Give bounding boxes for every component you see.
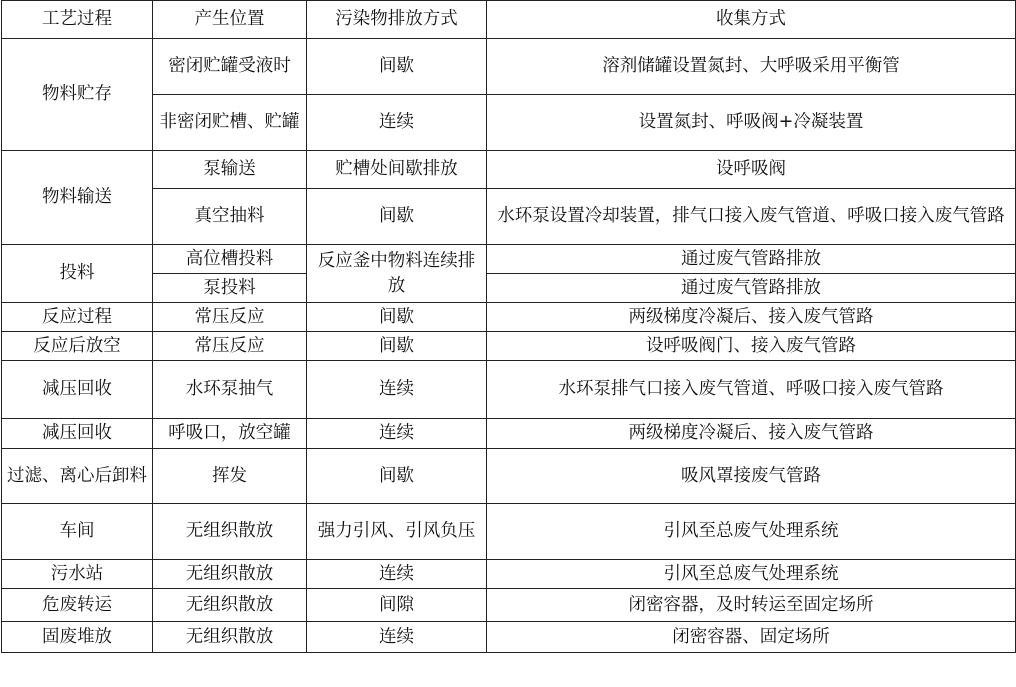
location-cell: 挥发 [153, 449, 307, 504]
process-cell: 物料输送 [2, 151, 153, 245]
process-cell: 固废堆放 [2, 622, 153, 653]
location-cell: 泵输送 [153, 151, 307, 189]
table-row [2, 589, 1016, 622]
collection-cell: 引风至总废气处理系统 [487, 560, 1016, 589]
table-row [2, 560, 1016, 589]
collection-cell: 设置氮封、呼吸阀+冷凝装置 [487, 95, 1016, 151]
table-row [2, 504, 1016, 560]
emission-table [1, 0, 1016, 653]
location-cell: 真空抽料 [153, 189, 307, 245]
process-cell: 车间 [2, 504, 153, 560]
discharge-cell: 间歇 [307, 332, 487, 361]
location-cell: 常压反应 [153, 303, 307, 332]
table-row [2, 189, 1016, 245]
discharge-cell: 连续 [307, 419, 487, 449]
collection-cell: 通过废气管路排放 [487, 245, 1016, 274]
location-cell: 无组织散放 [153, 589, 307, 622]
collection-cell: 水环泵排气口接入废气管道、呼吸口接入废气管路 [487, 361, 1016, 419]
collection-cell: 水环泵设置冷却装置，排气口接入废气管道、呼吸口接入废气管路 [487, 189, 1016, 245]
table-row [2, 39, 1016, 95]
location-cell: 非密闭贮槽、贮罐 [153, 95, 307, 151]
collection-cell: 溶剂储罐设置氮封、大呼吸采用平衡管 [487, 39, 1016, 95]
process-cell: 反应后放空 [2, 332, 153, 361]
table-row [2, 622, 1016, 653]
table-row [2, 274, 1016, 303]
collection-cell: 两级梯度冷凝后、接入废气管路 [487, 419, 1016, 449]
discharge-cell: 连续 [307, 622, 487, 653]
collection-cell: 吸风罩接废气管路 [487, 449, 1016, 504]
collection-cell: 引风至总废气处理系统 [487, 504, 1016, 560]
header-location: 产生位置 [153, 1, 307, 39]
table-row [2, 449, 1016, 504]
discharge-cell: 间歇 [307, 449, 487, 504]
location-cell: 高位槽投料 [153, 245, 307, 274]
process-cell: 污水站 [2, 560, 153, 589]
collection-cell: 设呼吸阀 [487, 151, 1016, 189]
location-cell: 水环泵抽气 [153, 361, 307, 419]
location-cell: 密闭贮罐受液时 [153, 39, 307, 95]
discharge-cell: 反应釜中物料连续排放 [307, 245, 487, 303]
discharge-cell: 连续 [307, 361, 487, 419]
collection-cell: 通过废气管路排放 [487, 274, 1016, 303]
discharge-cell: 强力引风、引风负压 [307, 504, 487, 560]
location-cell: 呼吸口，放空罐 [153, 419, 307, 449]
location-cell: 常压反应 [153, 332, 307, 361]
process-cell: 减压回收 [2, 361, 153, 419]
discharge-cell: 间歇 [307, 39, 487, 95]
header-process: 工艺过程 [2, 1, 153, 39]
location-cell: 无组织散放 [153, 622, 307, 653]
discharge-cell: 连续 [307, 560, 487, 589]
process-cell: 投料 [2, 245, 153, 303]
collection-cell: 两级梯度冷凝后、接入废气管路 [487, 303, 1016, 332]
discharge-cell: 间隙 [307, 589, 487, 622]
process-cell: 过滤、离心后卸料 [2, 449, 153, 504]
discharge-cell: 间歇 [307, 189, 487, 245]
discharge-cell: 间歇 [307, 303, 487, 332]
collection-cell: 闭密容器，及时转运至固定场所 [487, 589, 1016, 622]
process-cell: 反应过程 [2, 303, 153, 332]
process-cell: 减压回收 [2, 419, 153, 449]
process-cell: 物料贮存 [2, 39, 153, 151]
collection-cell: 闭密容器、固定场所 [487, 622, 1016, 653]
table-row [2, 95, 1016, 151]
location-cell: 无组织散放 [153, 560, 307, 589]
table-row [2, 419, 1016, 449]
collection-cell: 设呼吸阀门、接入废气管路 [487, 332, 1016, 361]
table-row [2, 151, 1016, 189]
location-cell: 无组织散放 [153, 504, 307, 560]
header-collection: 收集方式 [487, 1, 1016, 39]
table-row [2, 361, 1016, 419]
table-row [2, 245, 1016, 274]
header-row [2, 1, 1016, 39]
discharge-cell: 连续 [307, 95, 487, 151]
table-row [2, 303, 1016, 332]
process-cell: 危废转运 [2, 589, 153, 622]
table-row [2, 332, 1016, 361]
header-discharge: 污染物排放方式 [307, 1, 487, 39]
location-cell: 泵投料 [153, 274, 307, 303]
discharge-cell: 贮槽处间歇排放 [307, 151, 487, 189]
